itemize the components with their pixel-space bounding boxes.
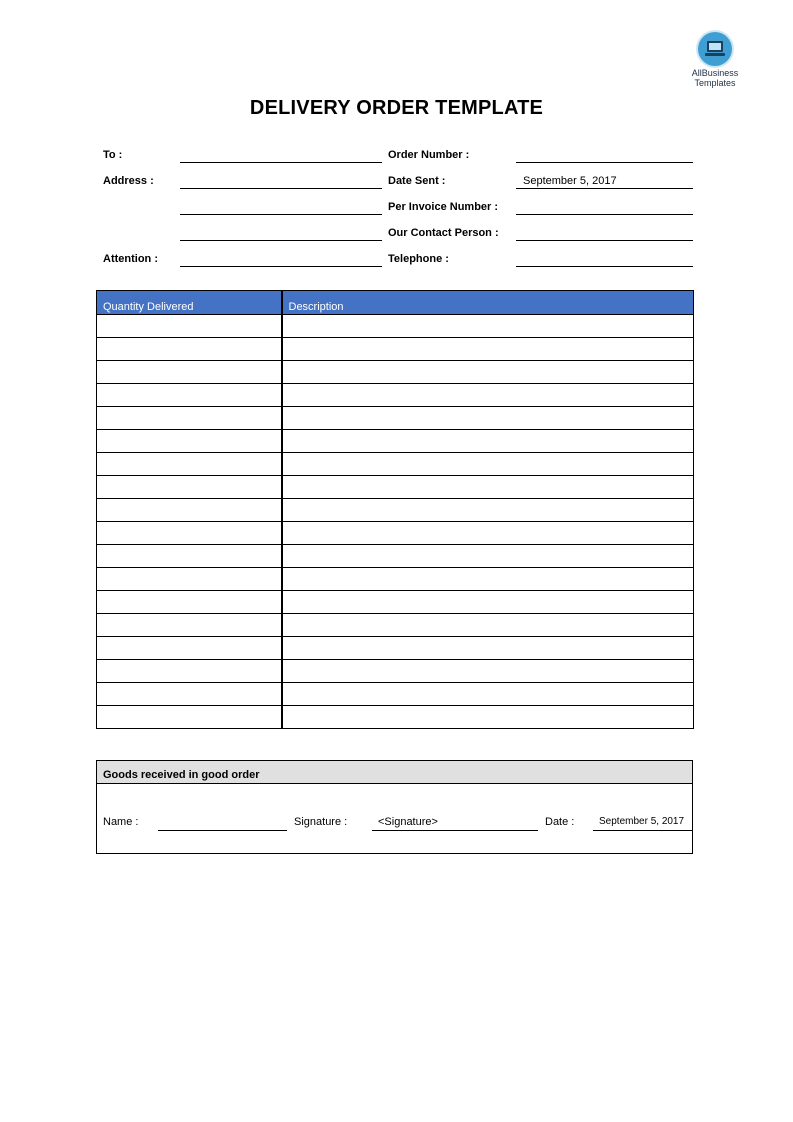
goods-received-header: Goods received in good order [97, 761, 692, 784]
quantity-cell[interactable] [97, 453, 282, 476]
quantity-cell[interactable] [97, 430, 282, 453]
contact-person-field[interactable] [516, 240, 693, 241]
table-row [97, 614, 694, 637]
quantity-cell[interactable] [97, 384, 282, 407]
contact-person-label: Our Contact Person : [388, 227, 499, 239]
quantity-cell[interactable] [97, 706, 282, 729]
quantity-cell[interactable] [97, 361, 282, 384]
quantity-cell[interactable] [97, 637, 282, 660]
address-label: Address : [103, 175, 154, 187]
logo-text [682, 68, 748, 88]
date-sent-field[interactable] [516, 188, 693, 189]
address-field-2[interactable] [180, 214, 382, 215]
date-sent-value: September 5, 2017 [523, 175, 617, 187]
description-cell[interactable] [282, 706, 694, 729]
logo-line2: Templates [694, 78, 736, 88]
per-invoice-label: Per Invoice Number : [388, 201, 499, 213]
quantity-cell[interactable] [97, 683, 282, 706]
quantity-cell[interactable] [97, 338, 282, 361]
to-field[interactable] [180, 162, 382, 163]
quantity-cell[interactable] [97, 660, 282, 683]
table-row [97, 338, 694, 361]
table-row [97, 384, 694, 407]
description-cell[interactable] [282, 522, 694, 545]
quantity-cell[interactable] [97, 315, 282, 338]
description-cell[interactable] [282, 315, 694, 338]
to-label: To : [103, 149, 123, 161]
quantity-cell[interactable] [97, 476, 282, 499]
table-row [97, 637, 694, 660]
description-cell[interactable] [282, 591, 694, 614]
table-row [97, 706, 694, 729]
date-label: Date : [545, 816, 575, 828]
description-cell[interactable] [282, 568, 694, 591]
description-cell[interactable] [282, 384, 694, 407]
description-cell[interactable] [282, 683, 694, 706]
goods-received-box [96, 760, 693, 854]
signature-field[interactable] [372, 830, 538, 831]
table-row [97, 591, 694, 614]
quantity-cell[interactable] [97, 407, 282, 430]
attention-field[interactable] [180, 266, 382, 267]
table-row [97, 522, 694, 545]
address-field-3[interactable] [180, 240, 382, 241]
page-title: DELIVERY ORDER TEMPLATE [249, 97, 544, 119]
description-cell[interactable] [282, 476, 694, 499]
table-header-row [97, 291, 694, 315]
laptop-icon [698, 32, 732, 66]
table-row [97, 315, 694, 338]
quantity-cell[interactable] [97, 499, 282, 522]
quantity-cell[interactable] [97, 522, 282, 545]
telephone-label: Telephone : [388, 253, 449, 265]
table-row [97, 545, 694, 568]
table-row [97, 660, 694, 683]
description-cell[interactable] [282, 637, 694, 660]
per-invoice-field[interactable] [516, 214, 693, 215]
description-cell[interactable] [282, 614, 694, 637]
description-header: Description [282, 291, 694, 315]
telephone-field[interactable] [516, 266, 693, 267]
description-cell[interactable] [282, 338, 694, 361]
date-value: September 5, 2017 [599, 816, 685, 827]
logo [682, 32, 748, 88]
table-row [97, 453, 694, 476]
date-field[interactable] [593, 830, 692, 831]
attention-label: Attention : [103, 253, 158, 265]
quantity-header: Quantity Delivered [97, 291, 282, 315]
table-row [97, 499, 694, 522]
date-sent-label: Date Sent : [388, 175, 446, 187]
table-row [97, 407, 694, 430]
signature-value: <Signature> [378, 816, 438, 828]
description-cell[interactable] [282, 499, 694, 522]
quantity-cell[interactable] [97, 545, 282, 568]
quantity-cell[interactable] [97, 568, 282, 591]
table-row [97, 568, 694, 591]
table-body [97, 315, 694, 729]
quantity-cell[interactable] [97, 591, 282, 614]
description-cell[interactable] [282, 453, 694, 476]
table-row [97, 683, 694, 706]
table-row [97, 361, 694, 384]
quantity-cell[interactable] [97, 614, 282, 637]
logo-line1: AllBusiness [691, 68, 739, 78]
description-cell[interactable] [282, 660, 694, 683]
description-cell[interactable] [282, 361, 694, 384]
signature-label: Signature : [294, 816, 348, 828]
name-label: Name : [103, 816, 139, 828]
address-field-1[interactable] [180, 188, 382, 189]
table-row [97, 476, 694, 499]
description-cell[interactable] [282, 407, 694, 430]
name-field[interactable] [158, 830, 287, 831]
description-cell[interactable] [282, 430, 694, 453]
order-number-label: Order Number : [388, 149, 470, 161]
items-table [96, 290, 694, 729]
table-row [97, 430, 694, 453]
description-cell[interactable] [282, 545, 694, 568]
order-number-field[interactable] [516, 162, 693, 163]
